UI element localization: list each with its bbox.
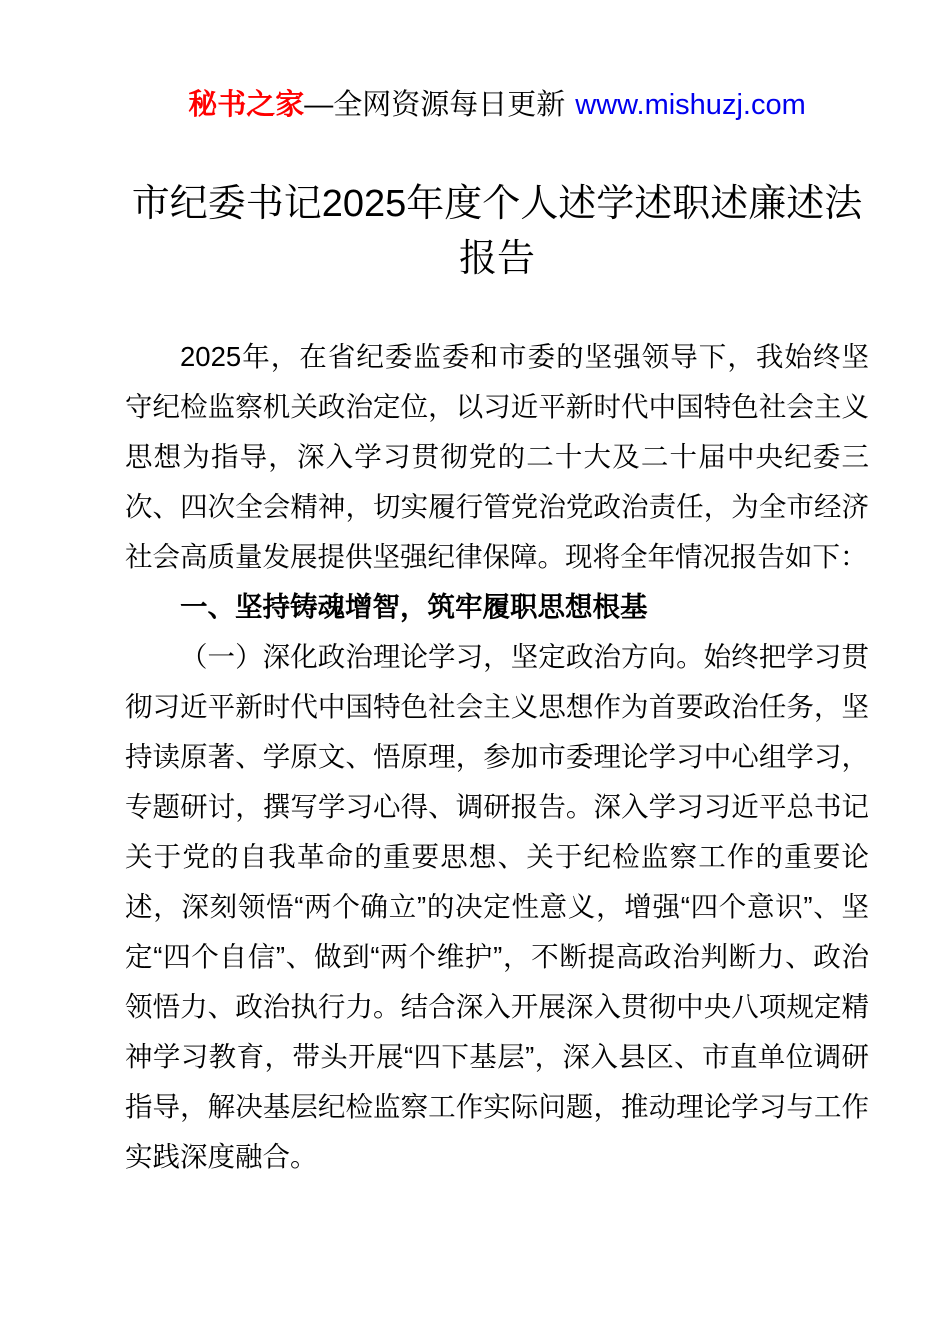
site-url-link[interactable]: www.mishuzj.com [575, 89, 806, 121]
document-title: 市纪委书记2025年度个人述学述职述廉述法报告 [131, 183, 863, 280]
intro-paragraph: 2025年，在省纪委监委和市委的坚强领导下，我始终坚守纪检监察机关政治定位，以习近平新时代中国特色社会主义思想为指导，深入学习贯彻党的二十大及二十届中央纪委三次、四次全会精神，切实履行管党治党政治责任，为全市经济社会高质量发展提供坚强纪律保障。现将全年情况报告如下： [125, 341, 869, 572]
promo-header [125, 0, 869, 125]
header-tagline: —全网资源每日更新 [304, 89, 566, 121]
document-body [125, 332, 869, 1182]
site-brand: 秘书之家 [188, 89, 305, 121]
section-1-heading: 一、坚持铸魂增智，筑牢履职思想根基 [180, 591, 648, 622]
section-1-paragraph: （一）深化政治理论学习，坚定政治方向。始终把学习贯彻习近平新时代中国特色社会主义思想作为首要政治任务，坚持读原著、学原文、悟原理，参加市委理论学习中心组学习，专题研讨，撰写学习心得、调研报告。深入学习习近平总书记关于党的自我革命的重要思想、关于纪检监察工作的重要论述，深刻领悟“两个确立”的决定性意义，增强“四个意识”、坚定“四个自信”、做到“两个维护”，不断提高政治判断力、政治领悟力、政治执行力。结合深入开展深入贯彻中央八项规定精神学习教育，带头开展“四下基层”，深入县区、市直单位调研指导，解决基层纪检监察工作实际问题，推动理论学习与工作实践深度融合。 [125, 641, 869, 1172]
